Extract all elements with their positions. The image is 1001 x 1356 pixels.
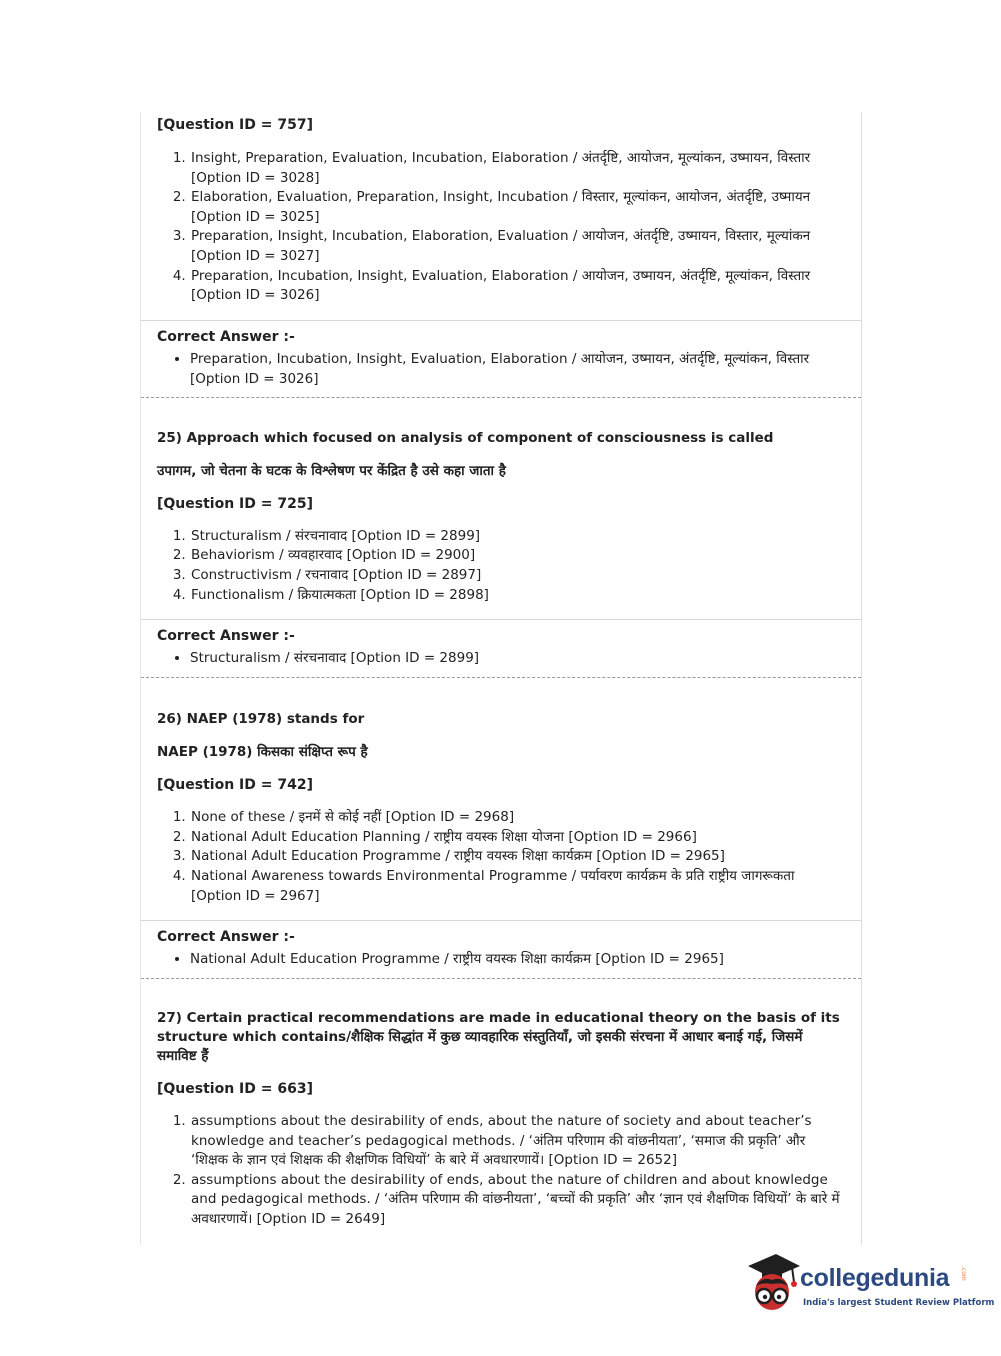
question-title-hindi: NAEP (1978) किसका संक्षिप्त रूप है: [157, 744, 368, 761]
option-item: 1. Insight, Preparation, Evaluation, Incubation, Elaboration / अंतर्दृष्टि, आयोजन, मूल्यांकन, उष्मायन, विस्तार [Option ID = 3028]: [190, 149, 845, 188]
question-25: [141, 429, 861, 605]
logo-dotcom: .com: [960, 1266, 967, 1281]
correct-answer-label: Correct Answer :-: [157, 328, 295, 345]
question-title: 25) Approach which focused on analysis of component of consciousness is called: [157, 429, 774, 446]
question-27: [141, 1009, 861, 1230]
question-title: 27) Certain practical recommendations are made in educational theory on the basis of its structure which contains/शैक्षिक सिद्धांत में कुछ व्यावहारिक संस्तुतियाँ, जो इसकी संरचना में आधार बनाई गई, जिसमें समाविष्ट हैं: [157, 1010, 840, 1065]
answer-list: [157, 648, 845, 668]
question-id: [Question ID = 757]: [157, 117, 313, 133]
options-list: [157, 527, 845, 605]
option-item: 2. National Adult Education Planning / राष्ट्रीय वयस्क शिक्षा योजना [Option ID = 2966]: [190, 828, 845, 848]
logo-wordmark: collegedunia: [800, 1264, 950, 1292]
mascot-icon: [742, 1248, 802, 1320]
divider: [141, 320, 861, 321]
logo-tagline: India's largest Student Review Platform: [803, 1298, 995, 1308]
answer-item: • Structuralism / संरचनावाद [Option ID = 2899]: [190, 648, 845, 668]
answer-item: • Preparation, Incubation, Insight, Evaluation, Elaboration / आयोजन, उष्मायन, अंतर्दृष्टि, मूल्यांकन, विस्तार [Option ID = 3026]: [190, 349, 845, 389]
option-item: 3. National Adult Education Programme / राष्ट्रीय वयस्क शिक्षा कार्यक्रम [Option ID = 2965]: [190, 847, 845, 867]
question-separator: [141, 978, 861, 979]
question-26: [141, 710, 861, 906]
option-item: 1. None of these / इनमें से कोई नहीं [Option ID = 2968]: [190, 808, 845, 828]
option-item: 2. Elaboration, Evaluation, Preparation, Insight, Incubation / विस्तार, मूल्यांकन, आयोजन, अंतर्दृष्टि, उष्मायन [Option ID = 3025]: [190, 188, 845, 227]
correct-answer-24: [141, 328, 861, 389]
answer-item: • National Adult Education Programme / राष्ट्रीय वयस्क शिक्षा कार्यक्रम [Option ID = 2965]: [190, 949, 845, 969]
options-list: [157, 808, 845, 906]
options-list: [157, 1112, 845, 1230]
option-item: 3. Preparation, Insight, Incubation, Elaboration, Evaluation / आयोजन, अंतर्दृष्टि, उष्मायन, विस्तार, मूल्यांकन [Option ID = 3027]: [190, 227, 845, 266]
option-item: 2. Behaviorism / व्यवहारवाद [Option ID = 2900]: [190, 546, 845, 566]
option-item: 4. National Awareness towards Environmental Programme / पर्यावरण कार्यक्रम के प्रति राष्ट्रीय जागरूकता [Option ID = 2967]: [190, 867, 845, 906]
correct-answer-label: Correct Answer :-: [157, 929, 295, 946]
question-id: [Question ID = 663]: [157, 1081, 313, 1098]
option-item: 1. Structuralism / संरचनावाद [Option ID = 2899]: [190, 527, 845, 547]
correct-answer-label: Correct Answer :-: [157, 628, 295, 645]
question-24: [141, 116, 861, 306]
answer-list: [157, 349, 845, 389]
correct-answer-26: [141, 928, 861, 969]
options-list: [157, 149, 845, 306]
correct-answer-25: [141, 627, 861, 668]
question-id: [Question ID = 742]: [157, 777, 313, 794]
question-separator: [141, 397, 861, 398]
question-paper: [140, 112, 862, 1245]
answer-list: [157, 949, 845, 969]
option-item: 2. assumptions about the desirability of ends, about the nature of children and about knowledge and pedagogical methods. / ‘अंतिम परिणाम की वांछनीयता’, ‘बच्चों की प्रकृति’ और ‘ज्ञान एवं शैक्षणिक विधियों’ के बारे में अवधारणायें। [Option ID = 2649]: [190, 1171, 845, 1230]
collegedunia-logo[interactable]: [742, 1248, 995, 1320]
option-item: 4. Preparation, Incubation, Insight, Evaluation, Elaboration / आयोजन, उष्मायन, अंतर्दृष्टि, मूल्यांकन, विस्तार [Option ID = 3026]: [190, 267, 845, 306]
question-title-hindi: उपागम, जो चेतना के घटक के विश्लेषण पर केंद्रित है उसे कहा जाता है: [157, 462, 506, 479]
divider: [141, 920, 861, 921]
option-item: 4. Functionalism / क्रियात्मकता [Option ID = 2898]: [190, 586, 845, 606]
question-separator: [141, 677, 861, 678]
divider: [141, 619, 861, 620]
option-item: 1. assumptions about the desirability of ends, about the nature of society and about teacher’s knowledge and teacher’s pedagogical methods. / ‘अंतिम परिणाम की वांछनीयता’, ‘समाज की प्रकृति’ और ‘शिक्षक के ज्ञान एवं शिक्षक की शैक्षणिक विधियों’ के बारे में अवधारणायें। [Option ID = 2652]: [190, 1112, 845, 1171]
question-id: [Question ID = 725]: [157, 495, 313, 512]
option-item: 3. Constructivism / रचनावाद [Option ID = 2897]: [190, 566, 845, 586]
question-title: 26) NAEP (1978) stands for: [157, 711, 365, 728]
